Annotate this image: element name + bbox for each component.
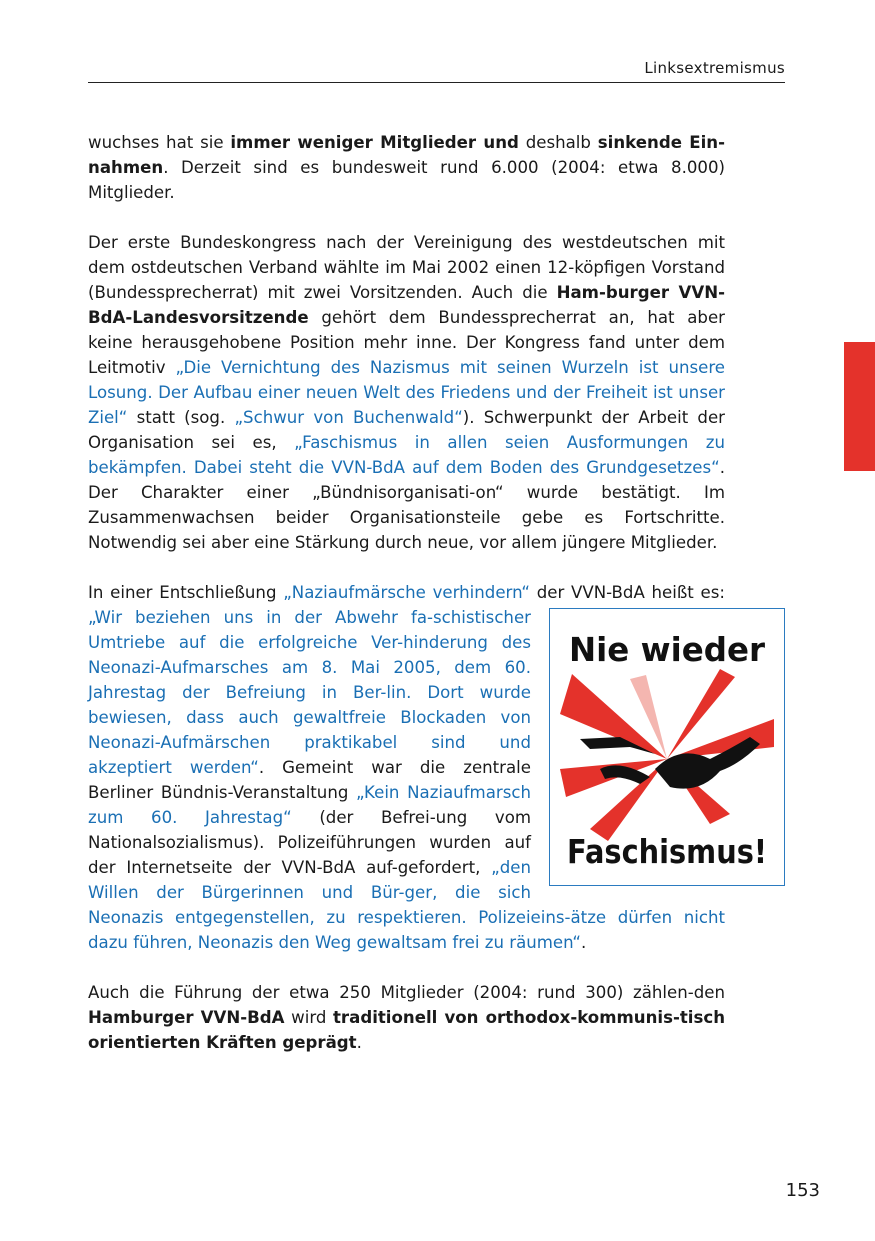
quote-resolution-title: „Naziaufmärsche verhindern“ xyxy=(283,583,530,602)
paragraph-2: Der erste Bundeskongress nach der Vereinigung des westdeutschen mit dem ostdeutschen Verband wählte im Mai 2002 einen 12-köpfigen Vorstand (Bundessprecherrat) mit zwei Vorsitzenden. Auch die Ham-burger VVN-BdA-Landesvorsitzende gehört dem Bundessprecherrat an, hat aber keine herausgehobene Position mehr inne. Der Kongress fand unter dem Leitmotiv „Die Vernichtung des Nazismus mit seinen Wurzeln ist unsere Losung. Der Aufbau einer neuen Welt des Friedens und der Freiheit ist unser Ziel“ statt (sog. „Schwur von Buchenwald“). Schwerpunkt der Arbeit der Organisation sei es, „Faschismus in allen seien Ausformungen zu bekämpfen. Dabei steht die VVN-BdA auf dem Boden des Grundgesetzes“. Der Charakter einer „Bündnisorganisati-on“ wurde bestätigt. Im Zusammenwachsen beider Organisationsteile gebe es Fortschritte. Notwendig sei aber eine Stärkung durch neue, vor allem jüngere Mitglieder. xyxy=(88,233,726,552)
quote-polizei: „den Willen der Bürgerinnen und Bür-ger, die sich Neonazis entgegenstellen, zu respektieren. Polizeieins-ätze dürfen nicht dazu führen, Neonazis den Weg gewaltsam frei zu räumen“ xyxy=(88,858,725,952)
paragraph-4: Auch die Führung der etwa 250 Mitglieder (2004: rund 300) zählen-den Hamburger VVN-BdA wird traditionell von orthodox-kommunis-tisch orientierten Kräften geprägt. xyxy=(88,983,726,1052)
paragraph-3: In einer Entschließung „Naziaufmärsche verhindern“ der VVN-BdA heißt es: Nie wieder Faschismus! „Wir beziehen uns in der Abwehr fa-schistischer Umtriebe auf die erfolgreiche Ver-hinderung des Neonazi-Aufmarsches am 8. Mai 2005, dem 60. Jahrestag der Befreiung in Ber-lin. Dort wurde bewiesen, dass auch gewaltfreie Blockaden von Neonazi-Aufmärschen praktikabel sind und akzeptiert werden“. Gemeint war die zentrale Berliner Bündnis-Veranstaltung „Kein Naziaufmarsch zum 60. Jahrestag“ (der Befrei-ung vom Nationalsozialismus). Polizeiführungen wurden auf der Internetseite der VVN-BdA auf-gefordert, „den Willen der Bürgerinnen und Bür-ger, die sich Neonazis entgegenstellen, zu respektieren. Polizeieins-ätze dürfen nicht dazu führen, Neonazis den Weg gewaltsam frei zu räumen“. xyxy=(88,580,725,955)
quote-kein-naziaufmarsch: „Kein Naziaufmarsch zum 60. Jahrestag“ xyxy=(88,783,531,827)
quote-resolution: „Wir beziehen uns in der Abwehr fa-schistischer Umtriebe auf die erfolgreiche Ver-hinderung des Neonazi-Aufmarsches am 8. Mai 2005, dem 60. Jahrestag der Befreiung in Ber-lin. Dort wurde bewiesen, dass auch gewaltfreie Blockaden von Neonazi-Aufmärschen praktikabel sind und akzeptiert werden“ xyxy=(88,608,531,777)
quote-faschismus: „Faschismus in allen seien Ausformungen zu bekämpfen. Dabei steht die VVN-BdA auf dem Boden des Grundgesetzes“ xyxy=(88,433,725,477)
poster-graphic xyxy=(560,619,774,875)
poster-image xyxy=(549,608,785,886)
section-color-tab xyxy=(844,342,875,471)
body-text xyxy=(88,130,767,1080)
header-rule xyxy=(88,82,785,83)
poster-headline: Nie wieder xyxy=(569,630,766,669)
quote-leitmotiv: „Die Vernichtung des Nazismus mit seinen Wurzeln ist unsere Losung. Der Aufbau einer neuen Welt des Friedens und der Freiheit ist unser Ziel“ xyxy=(88,358,725,427)
paragraph-1: wuchses hat sie immer weniger Mitglieder und deshalb sinkende Ein-nahmen. Derzeit sind es bundesweit rund 6.000 (2004: etwa 8.000) Mitglieder. xyxy=(88,133,725,202)
running-header: Linksextremismus xyxy=(644,59,785,77)
quote-schwur: „Schwur von Buchenwald“ xyxy=(234,408,463,427)
page-number: 153 xyxy=(785,1180,820,1201)
poster-subline: Faschismus! xyxy=(567,832,767,871)
